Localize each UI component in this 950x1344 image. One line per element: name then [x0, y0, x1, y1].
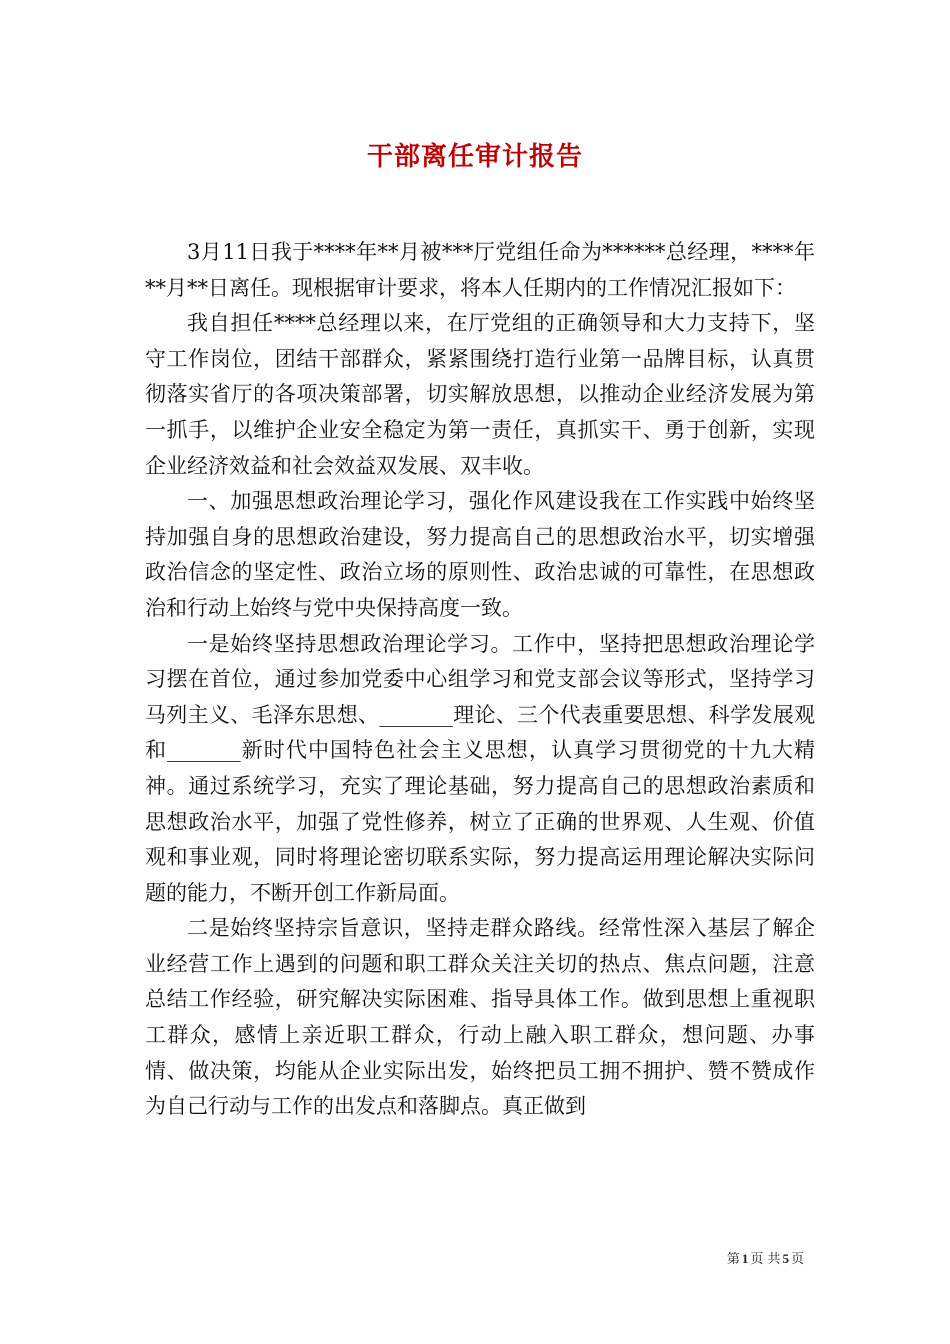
- page-number-footer: [727, 1248, 804, 1267]
- document-body: [145, 235, 815, 1125]
- total-pages-number: 5: [782, 1251, 789, 1266]
- footer-suffix: 页: [790, 1252, 804, 1267]
- current-page-number: 1: [741, 1251, 749, 1266]
- paragraph-point-two: 二是始终坚持宗旨意识，坚持走群众路线。经常性深入基层了解企业经营工作上遇到的问题和职工群众关注关切的热点、焦点问题，注意总结工作经验，研究解决实际困难、指导具体工作。做到思想上重视职工群众，感情上亲近职工群众，行动上融入职工群众，想问题、办事情、做决策，均能从企业实际出发，始终把员工拥不拥护、赞不赞成作为自己行动与工作的出发点和落脚点。真正做到: [145, 916, 815, 1119]
- paragraph-intro: 3月11日我于****年**月被***厅党组任命为******总经理，****年**月**日离任。现根据审计要求，将本人任期内的工作情况汇报如下：: [145, 240, 815, 300]
- document-title: 干部离任审计报告: [366, 142, 583, 172]
- paragraph-section-one: 一、加强思想政治理论学习，强化作风建设我在工作实践中始终坚持加强自身的思想政治建设，努力提高自己的思想政治水平，切实增强政治信念的坚定性、政治立场的原则性、政治忠诚的可靠性，在思想政治和行动上始终与党中央保持高度一致。: [145, 489, 815, 620]
- paragraph-overview: 我自担任****总经理以来，在厅党组的正确领导和大力支持下，坚守工作岗位，团结干部群众，紧紧围绕打造行业第一品牌目标，认真贯彻落实省厅的各项决策部署，切实解放思想，以推动企业经济发展为第一抓手，以维护企业安全稳定为第一责任，真抓实干、勇于创新，实现企业经济效益和社会效益双发展、双丰收。: [145, 311, 815, 478]
- footer-middle: 页 共: [750, 1252, 781, 1267]
- footer-prefix: 第: [726, 1252, 740, 1267]
- paragraph-point-one: 一是始终坚持思想政治理论学习。工作中，坚持把思想政治理论学习摆在首位，通过参加党委中心组学习和党支部会议等形式，坚持学习马列主义、毛泽东思想、_______理论、三个代表重要思想、科学发展观和_______新时代中国特色社会主义思想，认真学习贯彻党的十九大精神。通过系统学习，充实了理论基础，努力提高自己的思想政治素质和思想政治水平，加强了党性修养，树立了正确的世界观、人生观、价值观和事业观，同时将理论密切联系实际，努力提高运用理论解决实际问题的能力，不断开创工作新局面。: [145, 631, 815, 905]
